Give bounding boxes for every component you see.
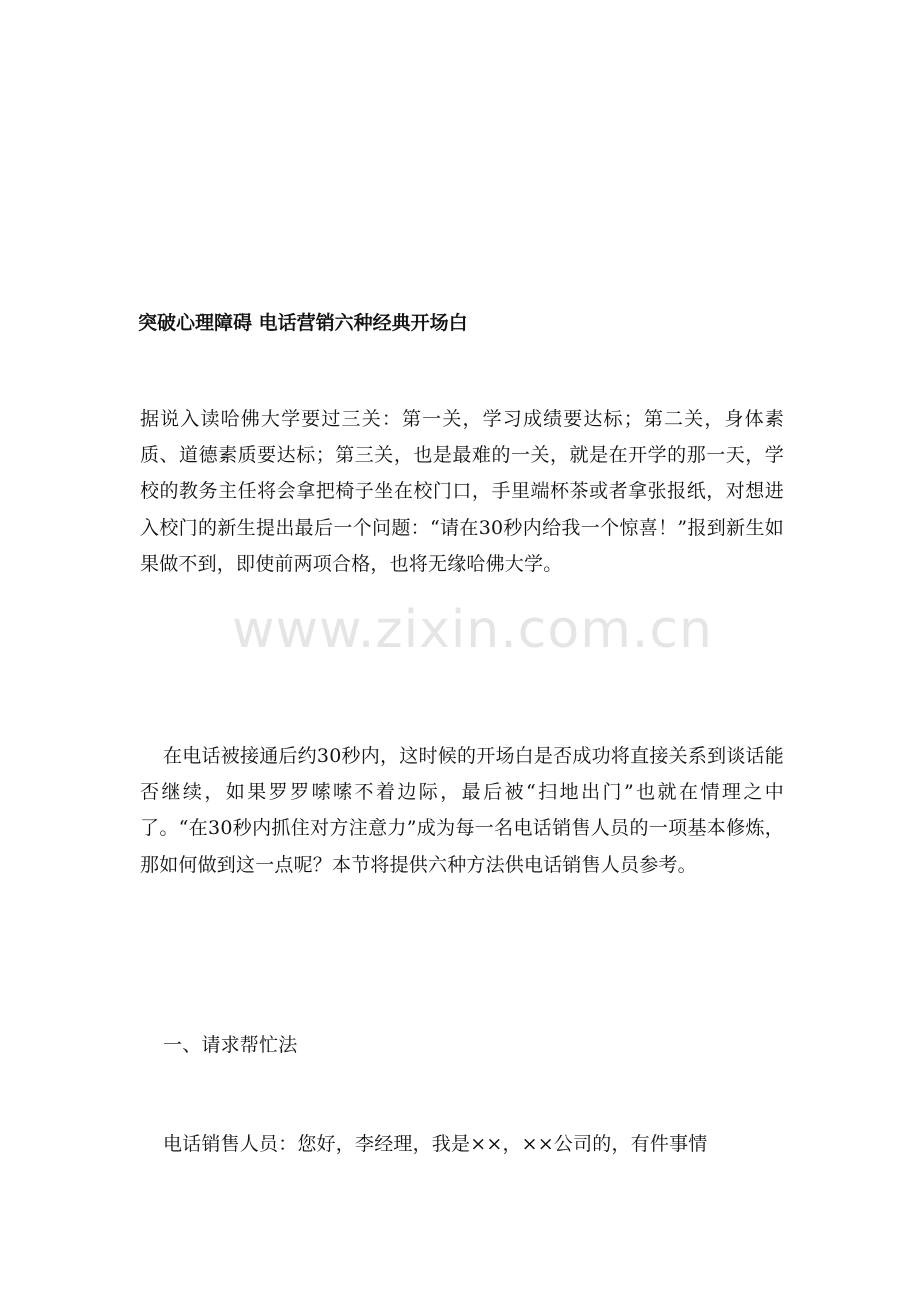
watermark: www.zixin.com.cn <box>232 600 713 660</box>
section-heading-request-help: 一、请求帮忙法 <box>163 1034 298 1056</box>
paragraph-sales-dialogue: 电话销售人员：您好，李经理，我是××，××公司的，有件事情 <box>163 1133 708 1155</box>
paragraph-harvard-intro: 据说入读哈佛大学要过三关：第一关，学习成绩要达标；第二关，身体素质、道德素质要达标；第三关，也是最难的一关，就是在开学的那一天，学校的教务主任将会拿把椅子坐在校门口，手里端杯茶或者拿张报纸，对想进入校门的新生提出最后一个问题：“请在30秒内给我一个惊喜！”报到新生如果做不到，即使前两项合格，也将无缘哈佛大学。 <box>140 408 784 575</box>
document-title: 突破心理障碍 电话营销六种经典开场白 <box>138 312 468 334</box>
paragraph-30-seconds: 在电话被接通后约30秒内，这时候的开场白是否成功将直接关系到谈话能否继续，如果罗罗嗦嗦不着边际，最后被“扫地出门”也就在情理之中了。“在30秒内抓住对方注意力”成为每一名电话销售人员的一项基本修炼，那如何做到这一点呢？本节将提供六种方法供电话销售人员参考。 <box>140 745 784 876</box>
